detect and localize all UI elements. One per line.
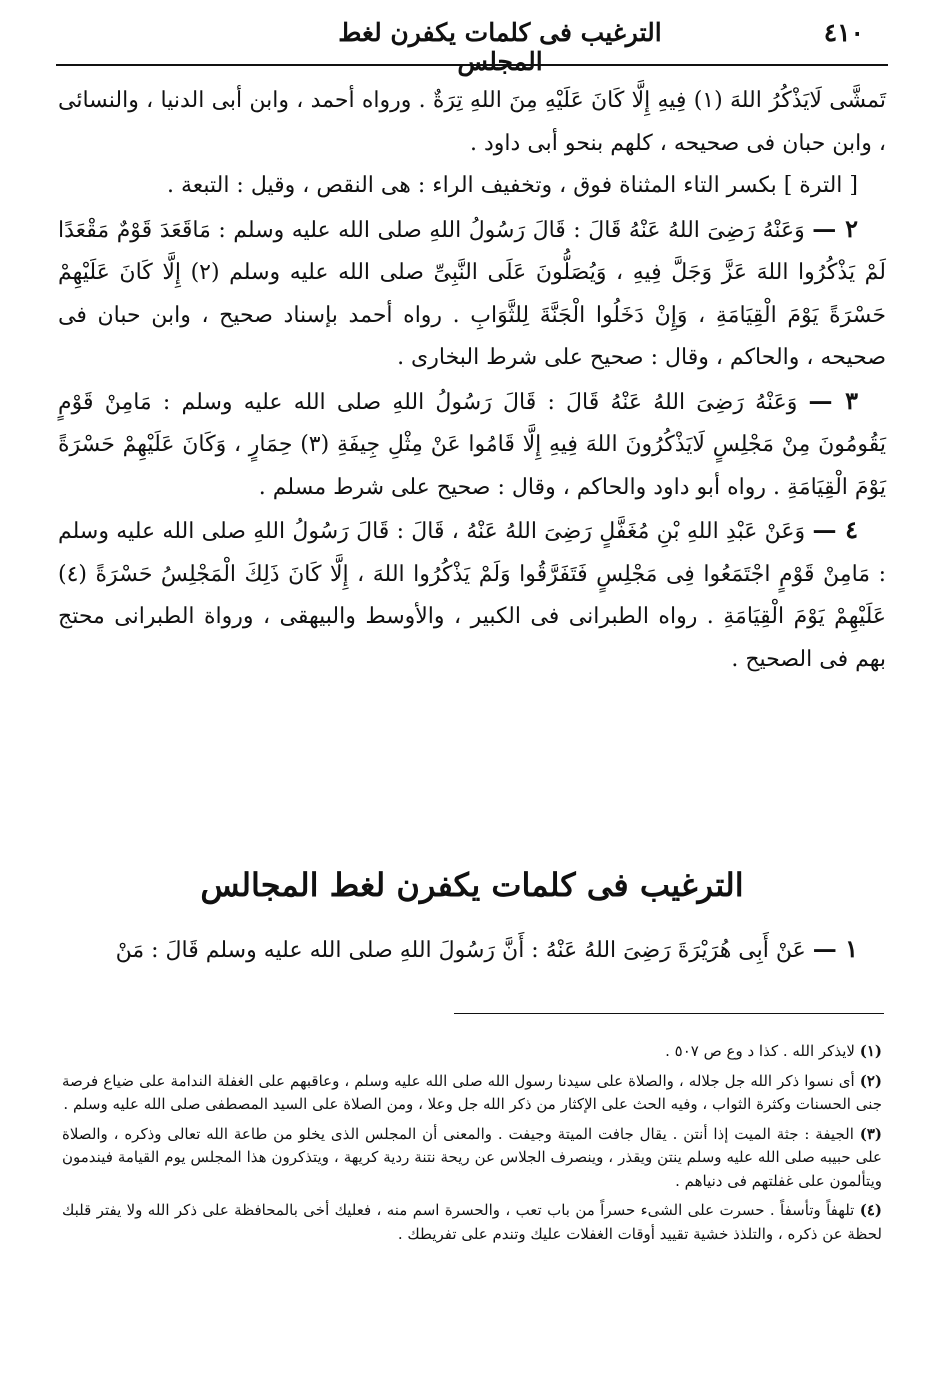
section-heading: الترغيب فى كلمات يكفرن لغط المجالس [200,866,744,904]
hadith-number: ٣ — [808,385,858,415]
footnote-number: (٣) [859,1124,882,1143]
section-text [58,928,886,972]
hadith-number: ١ — [812,934,858,963]
paragraph-text: تَمشَّى لَايَذْكُرُ اللهَ (١) فِيهِ إِلَّا كَانَ عَلَيْهِ مِنَ اللهِ تِرَةٌ . ورواه أحمد ، وابن أبى الدنيا ، والنسائى ، وابن حبان فى صحيحه ، كلهم بنحو أبى داود . [58,88,886,156]
hadith-3 [58,380,886,510]
paragraph-text: وَعَنْهُ رَضِىَ اللهُ عَنْهُ قَالَ : قَالَ رَسُولُ اللهِ صلى الله عليه وسلم : مَامِنْ قَوْمٍ يَقُومُونَ مِنْ مَجْلِسٍ لَايَذْكُرُونَ اللهَ فِيهِ إِلَّا قَامُوا عَنْ مِثْلِ جِيفَةِ (٣) حِمَارٍ ، وَكَانَ عَلَيْهِمْ حَسْرَةً يَوْمَ الْقِيَامَةِ . رواه أبو داود والحاكم ، وقال : صحيح على شرط مسلم . [58,389,886,500]
paragraph-text: وَعَنْ عَبْدِ اللهِ بْنِ مُغَفَّلٍ رَضِىَ اللهُ عَنْهُ ، قَالَ : قَالَ رَسُولُ اللهِ صلى الله عليه وسلم : مَامِنْ قَوْمٍ اجْتَمَعُوا فِى مَجْلِسٍ فَتَفَرَّقُوا وَلَمْ يَذْكُرُوا اللهَ ، إِلَّا كَانَ ذَلِكَ الْمَجْلِسُ حَسْرَةً (٤) عَلَيْهِمْ يَوْمَ الْقِيَامَةِ . رواه الطبرانى فى الكبير ، والأوسط والبيهقى ، ورواة الطبرانى محتج بهم فى الصحيح . [58,519,886,672]
footnote-2 [62,1070,882,1117]
footnote-number: (١) [859,1042,882,1060]
main-text [58,80,886,681]
footnote-text: لايذكر الله . كذا د وع ص ٥٠٧ . [665,1042,855,1060]
paragraph-text: وَعَنْهُ رَضِىَ اللهُ عَنْهُ قَالَ : قَالَ رَسُولُ اللهِ صلى الله عليه وسلم : مَاقَعَدَ قَوْمٌ مَقْعَدًا لَمْ يَذْكُرُوا اللهَ عَزَّ وَجَلَّ فِيهِ ، وَيُصَلُّونَ عَلَى النَّبِىِّ صلى الله عليه وسلم (٢) إِلَّا كَانَ عَلَيْهِمْ حَسْرَةً يَوْمَ الْقِيَامَةِ ، وَإِنْ دَخَلُوا الْجَنَّةَ لِلثَّوَابِ . رواه أحمد بإسناد صحيح ، وابن حبان فى صحيحه ، والحاكم ، وقال : صحيح على شرط البخارى . [58,217,886,370]
running-title: الترغيب فى كلمات يكفرن لغط المجلس [338,18,662,76]
footnote-3 [62,1123,882,1194]
footnote-4 [62,1199,882,1246]
footnote-1 [62,1040,882,1064]
running-header [60,14,884,76]
footnote-text: الجيفة : جثة الميت إذا أنتن . يقال جافت الميتة وجيفت . والمعنى أن المجلس الذى يخلو من طاعة الله تعالى وذكره ، والصلاة على حبيبه صلى الله عليه وسلم ينتن ويقذر ، وينصرف الجلاس عن ريحة نتنة ردية كريهة ، ويتذكرون هذا المجلس يوم القيامة فيندمون ويتألمون على غفلتهم فى دنياهم . [62,1124,882,1190]
footnote-text: أى نسوا ذكر الله جل جلاله ، والصلاة على سيدنا رسول الله صلى الله عليه وسلم ، وعاقبهم على الغفلة الندامة على ضياع فرصة جنى الحسنات وكثرة الثواب ، وفيه الحث على الإكثار من ذكر الله جل وعلا ، ومن الصلاة على السيد المصطفى صلى الله عليه وسلم . [62,1071,882,1113]
footnote-text: تلهفاً وتأسفاً . حسرت على الشىء حسراً من باب تعب ، والحسرة اسم منه ، فعليك أخى بالمحافظة على ذكر الله ولا يفتر قلبك لحظة عن ذكره ، والتلذذ خشية تقييد أوقات الغفلات عليك وتندم على تفريطك . [62,1201,882,1243]
hadith-number: ٢ — [812,213,858,243]
section-hadith-1 [58,928,886,972]
footnote-number: (٤) [859,1201,882,1219]
paragraph-text: [ الترة ] بكسر التاء المثناة فوق ، وتخفيف الراء : هى النقص ، وقيل : التبعة . [166,173,858,198]
hadith-4 [58,509,886,681]
footnote-rule [454,1013,884,1014]
hadith-number: ٤ — [812,515,859,544]
paragraph-text: عَنْ أَبِى هُرَيْرَةَ رَضِىَ اللهُ عَنْهُ : أَنَّ رَسُولَ اللهِ صلى الله عليه وسلم قَالَ : مَنْ [115,938,806,963]
footnote-number: (٢) [859,1071,882,1090]
page-number: ٤١٠ [823,18,864,47]
paragraph-continuation [58,80,886,165]
header-rule [56,64,888,66]
footnotes [62,1040,882,1252]
hadith-2 [58,208,886,380]
paragraph-gloss [58,165,886,208]
